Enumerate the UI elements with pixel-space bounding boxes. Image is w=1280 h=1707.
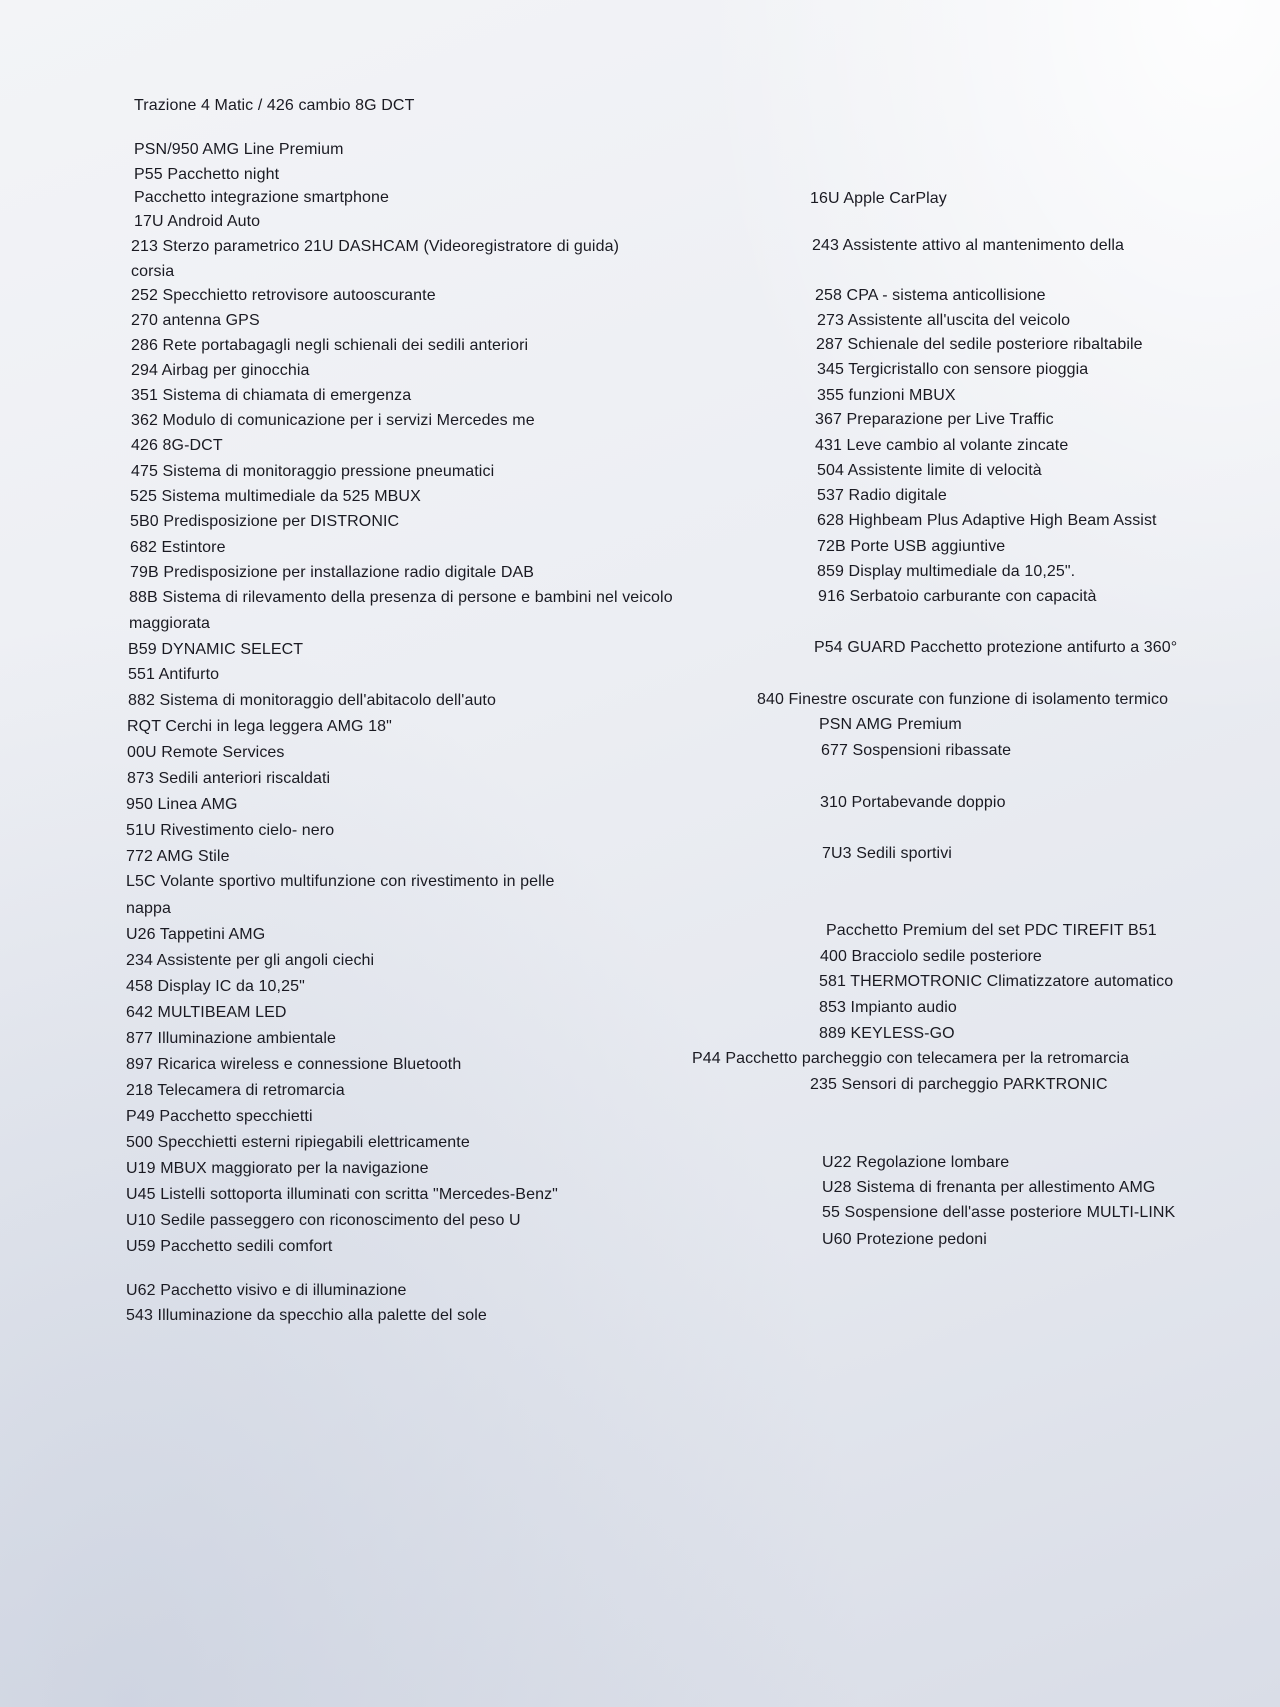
left-item: 525 Sistema multimediale da 525 MBUX xyxy=(130,488,421,505)
left-item: 897 Ricarica wireless e connessione Bluetooth xyxy=(126,1056,462,1073)
document-title: Trazione 4 Matic / 426 cambio 8G DCT xyxy=(134,97,415,114)
left-item: maggiorata xyxy=(129,615,211,632)
right-item: 677 Sospensioni ribassate xyxy=(821,742,1012,759)
right-item: 889 KEYLESS-GO xyxy=(819,1025,955,1042)
left-item: 294 Airbag per ginocchia xyxy=(131,362,310,379)
right-item: 355 funzioni MBUX xyxy=(817,387,956,404)
left-item: 882 Sistema di monitoraggio dell'abitacolo dell'auto xyxy=(128,692,496,709)
right-item: 367 Preparazione per Live Traffic xyxy=(815,411,1054,428)
left-item: 252 Specchietto retrovisore autooscurante xyxy=(131,287,436,304)
right-item: 431 Leve cambio al volante zincate xyxy=(815,437,1069,454)
left-item: U45 Listelli sottoporta illuminati con scritta "Mercedes-Benz" xyxy=(126,1186,558,1203)
right-item: U22 Regolazione lombare xyxy=(822,1154,1010,1171)
left-item: 00U Remote Services xyxy=(127,744,285,761)
left-item: Pacchetto integrazione smartphone xyxy=(134,189,390,206)
left-item: 642 MULTIBEAM LED xyxy=(126,1004,287,1021)
right-item: 287 Schienale del sedile posteriore ribaltabile xyxy=(816,336,1143,353)
right-item: 72B Porte USB aggiuntive xyxy=(817,538,1006,555)
right-item: 243 Assistente attivo al mantenimento della xyxy=(812,237,1125,254)
left-item: PSN/950 AMG Line Premium xyxy=(134,141,344,158)
right-item: 840 Finestre oscurate con funzione di isolamento termico xyxy=(757,691,1169,708)
left-item: 234 Assistente per gli angoli ciechi xyxy=(126,952,375,969)
right-item: 537 Radio digitale xyxy=(817,487,947,504)
left-item: RQT Cerchi in lega leggera AMG 18" xyxy=(127,718,392,735)
right-item: Pacchetto Premium del set PDC TIREFIT B51 xyxy=(826,922,1157,939)
right-item: 504 Assistente limite di velocità xyxy=(817,462,1042,479)
left-item: 877 Illuminazione ambientale xyxy=(126,1030,337,1047)
left-item: 286 Rete portabagagli negli schienali dei sedili anteriori xyxy=(131,337,529,354)
right-item: 859 Display multimediale da 10,25". xyxy=(817,563,1076,580)
left-item: corsia xyxy=(131,263,175,280)
left-item: 362 Modulo di comunicazione per i servizi Mercedes me xyxy=(131,412,535,429)
left-item: P55 Pacchetto night xyxy=(134,166,280,183)
left-item: U19 MBUX maggiorato per la navigazione xyxy=(126,1160,429,1177)
right-item: 916 Serbatoio carburante con capacità xyxy=(818,588,1097,605)
left-item: 351 Sistema di chiamata di emergenza xyxy=(131,387,412,404)
left-item: U10 Sedile passeggero con riconoscimento del peso U xyxy=(126,1212,521,1229)
right-item: 273 Assistente all'uscita del veicolo xyxy=(817,312,1071,329)
right-item: 581 THERMOTRONIC Climatizzatore automatico xyxy=(819,973,1174,990)
left-item: U59 Pacchetto sedili comfort xyxy=(126,1238,333,1255)
left-item: L5C Volante sportivo multifunzione con rivestimento in pelle xyxy=(126,873,555,890)
left-item: 17U Android Auto xyxy=(134,213,261,230)
left-item: 500 Specchietti esterni ripiegabili elettricamente xyxy=(126,1134,470,1151)
left-item: 51U Rivestimento cielo- nero xyxy=(126,822,335,839)
left-item: U62 Pacchetto visivo e di illuminazione xyxy=(126,1282,407,1299)
left-item: 218 Telecamera di retromarcia xyxy=(126,1082,345,1099)
right-item: 400 Bracciolo sedile posteriore xyxy=(820,948,1042,965)
right-item: 628 Highbeam Plus Adaptive High Beam Assist xyxy=(817,512,1157,529)
left-item: 772 AMG Stile xyxy=(126,848,230,865)
right-item: 310 Portabevande doppio xyxy=(820,794,1006,811)
left-item: 458 Display IC da 10,25" xyxy=(126,978,305,995)
right-item: 7U3 Sedili sportivi xyxy=(822,845,952,862)
left-item: 88B Sistema di rilevamento della presenza di persone e bambini nel veicolo xyxy=(129,589,673,606)
left-item: 873 Sedili anteriori riscaldati xyxy=(127,770,331,787)
left-item: 682 Estintore xyxy=(130,539,226,556)
right-item: 345 Tergicristallo con sensore pioggia xyxy=(817,361,1089,378)
right-item: 235 Sensori di parcheggio PARKTRONIC xyxy=(810,1076,1108,1093)
left-item: 551 Antifurto xyxy=(128,666,220,683)
left-item: U26 Tappetini AMG xyxy=(126,926,266,943)
right-item: 55 Sospensione dell'asse posteriore MULTI-LINK xyxy=(822,1204,1176,1221)
left-item: 426 8G-DCT xyxy=(131,437,223,454)
left-item: 543 Illuminazione da specchio alla palette del sole xyxy=(126,1307,487,1324)
left-item: B59 DYNAMIC SELECT xyxy=(128,641,304,658)
right-item: 16U Apple CarPlay xyxy=(810,190,947,207)
left-item: 79B Predisposizione per installazione radio digitale DAB xyxy=(130,564,535,581)
left-item: nappa xyxy=(126,900,171,917)
left-item: 213 Sterzo parametrico 21U DASHCAM (Videoregistratore di guida) xyxy=(131,238,620,255)
right-item: 258 CPA - sistema anticollisione xyxy=(815,287,1046,304)
right-item: 853 Impianto audio xyxy=(819,999,957,1016)
left-item: 475 Sistema di monitoraggio pressione pneumatici xyxy=(131,463,495,480)
left-item: 950 Linea AMG xyxy=(126,796,238,813)
right-item: P54 GUARD Pacchetto protezione antifurto a 360° xyxy=(814,639,1178,656)
left-item: 5B0 Predisposizione per DISTRONIC xyxy=(130,513,400,530)
right-item: U60 Protezione pedoni xyxy=(822,1231,987,1248)
left-item: 270 antenna GPS xyxy=(131,312,260,329)
right-item: U28 Sistema di frenanta per allestimento AMG xyxy=(822,1179,1156,1196)
right-item: PSN AMG Premium xyxy=(819,716,962,733)
right-item: P44 Pacchetto parcheggio con telecamera per la retromarcia xyxy=(692,1050,1130,1067)
left-item: P49 Pacchetto specchietti xyxy=(126,1108,313,1125)
